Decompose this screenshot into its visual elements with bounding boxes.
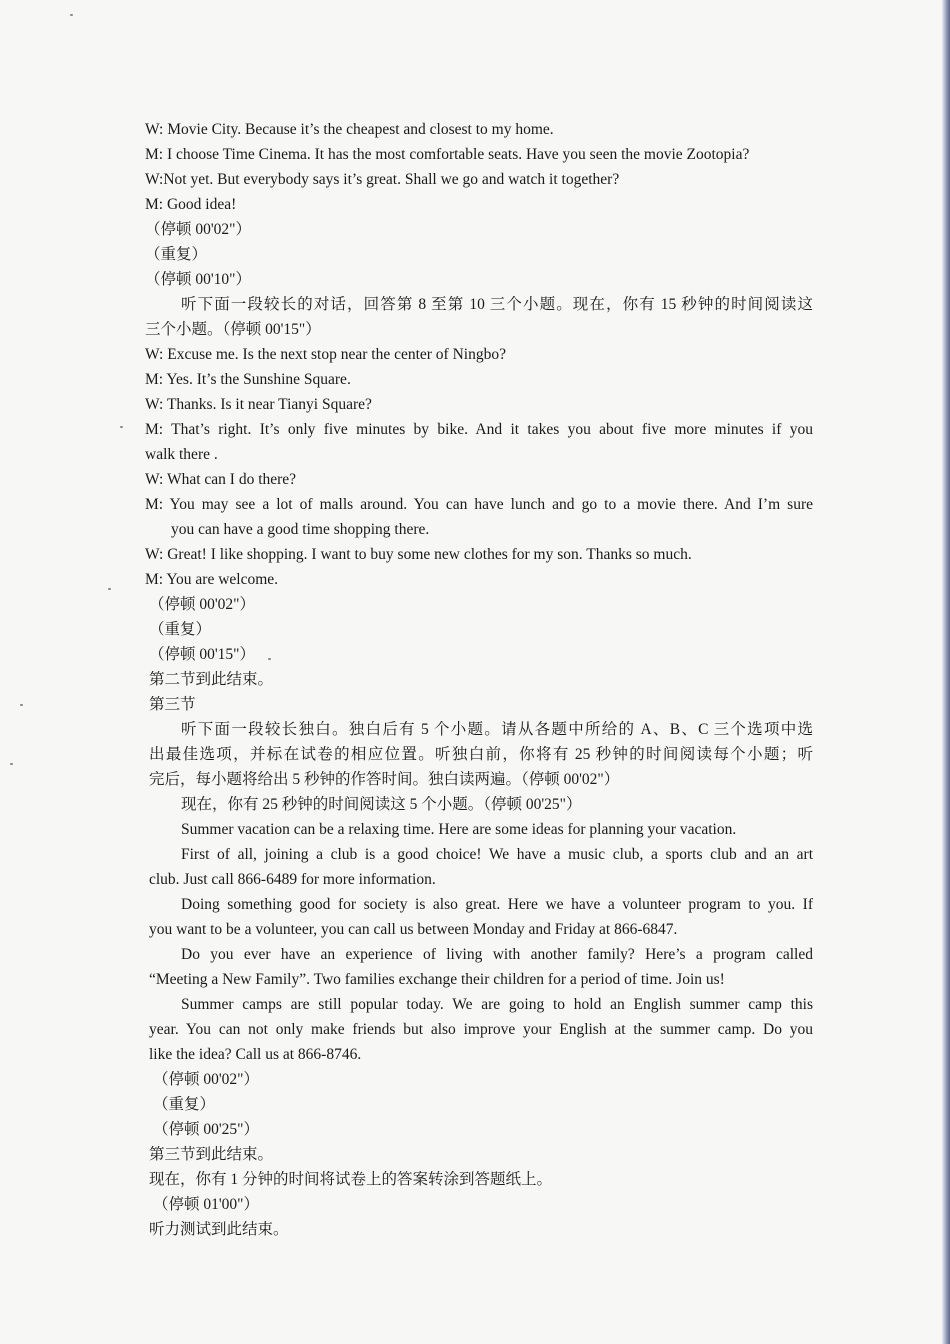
dialogue-line: W: What can I do there? xyxy=(145,471,297,488)
pause-note: （停顿 00'02"） xyxy=(153,1071,259,1088)
instruction-line: 三个小题。（停顿 00'15"） xyxy=(145,321,321,338)
dialogue-line: walk there . xyxy=(145,446,218,463)
monologue-line: First of all, joining a club is a good choice! We have a music club, a sports club and an art xyxy=(181,846,813,863)
scan-speck xyxy=(70,14,73,16)
monologue-line: like the idea? Call us at 866-8746. xyxy=(149,1046,362,1063)
page-edge-shadow xyxy=(942,0,950,1344)
dialogue-line: M: That’s right. It’s only five minutes by bike. And it takes you about five more minutes if you xyxy=(145,421,813,438)
dialogue-line: W: Thanks. Is it near Tianyi Square? xyxy=(145,396,372,413)
section-end-note: 第三节到此结束。 xyxy=(149,1146,274,1163)
pause-note: （停顿 00'02"） xyxy=(149,596,255,613)
dialogue-line: W: Excuse me. Is the next stop near the center of Ningbo? xyxy=(145,346,506,363)
dialogue-line: M: Good idea! xyxy=(145,196,237,213)
scan-speck xyxy=(120,426,123,428)
repeat-note: （重复） xyxy=(149,621,212,638)
transcript-body xyxy=(145,117,813,1242)
monologue-line: Summer camps are still popular today. We are going to hold an English summer camp this xyxy=(181,996,813,1013)
repeat-note: （重复） xyxy=(145,246,208,263)
scan-speck xyxy=(20,704,23,706)
dialogue-line: W:Not yet. But everybody says it’s great. Shall we go and watch it together? xyxy=(145,171,620,188)
instruction-line: 现在，你有 1 分钟的时间将试卷上的答案转涂到答题纸上。 xyxy=(149,1171,553,1188)
dialogue-line: W: Great! I like shopping. I want to buy some new clothes for my son. Thanks so much. xyxy=(145,546,692,563)
dialogue-line: M: You are welcome. xyxy=(145,571,279,588)
instruction-line: 完后，每小题将给出 5 秒钟的作答时间。独白读两遍。（停顿 00'02"） xyxy=(149,771,620,788)
dialogue-line: M: You may see a lot of malls around. You can have lunch and go to a movie there. And I’m sure xyxy=(145,496,813,513)
dialogue-line: M: I choose Time Cinema. It has the most comfortable seats. Have you seen the movie Zootopia? xyxy=(145,146,750,163)
test-end-note: 听力测试到此结束。 xyxy=(149,1221,289,1238)
dialogue-line: M: Yes. It’s the Sunshine Square. xyxy=(145,371,351,388)
monologue-line: Summer vacation can be a relaxing time. Here are some ideas for planning your vacation. xyxy=(181,821,737,838)
monologue-line: “Meeting a New Family”. Two families exchange their children for a period of time. Join us! xyxy=(149,971,725,988)
section-heading: 第三节 xyxy=(149,696,196,713)
monologue-line: Doing something good for society is also great. Here we have a volunteer program to you. If xyxy=(181,896,813,913)
pause-note: （停顿 00'25"） xyxy=(153,1121,259,1138)
dialogue-line: W: Movie City. Because it’s the cheapest and closest to my home. xyxy=(145,121,554,138)
instruction-line: 现在，你有 25 秒钟的时间阅读这 5 个小题。（停顿 00'25"） xyxy=(181,796,582,813)
section-end-note: 第二节到此结束。 xyxy=(149,671,274,688)
scan-speck xyxy=(108,588,111,590)
instruction-line: 出最佳选项，并标在试卷的相应位置。听独白前，你将有 25 秒钟的时间阅读每个小题；听 xyxy=(149,746,813,763)
monologue-line: club. Just call 866-6489 for more information. xyxy=(149,871,436,888)
monologue-line: Do you ever have an experience of living with another family? Here’s a program called xyxy=(181,946,813,963)
instruction-line: 听下面一段较长独白。独白后有 5 个小题。请从各题中所给的 A、B、C 三个选项中选 xyxy=(181,721,813,738)
instruction-line: 听下面一段较长的对话，回答第 8 至第 10 三个小题。现在，你有 15 秒钟的时间阅读这 xyxy=(181,296,813,313)
scan-speck xyxy=(10,763,13,765)
repeat-note: （重复） xyxy=(153,1096,216,1113)
pause-note: （停顿 00'15"） xyxy=(149,646,255,663)
pause-note: （停顿 01'00"） xyxy=(153,1196,259,1213)
monologue-line: you want to be a volunteer, you can call us between Monday and Friday at 866-6847. xyxy=(149,921,678,938)
dialogue-line: you can have a good time shopping there. xyxy=(171,521,430,538)
pause-note: （停顿 00'02"） xyxy=(145,221,251,238)
pause-note: （停顿 00'10"） xyxy=(145,271,251,288)
monologue-line: year. You can not only make friends but also improve your English at the summer camp. Do you xyxy=(149,1021,813,1038)
